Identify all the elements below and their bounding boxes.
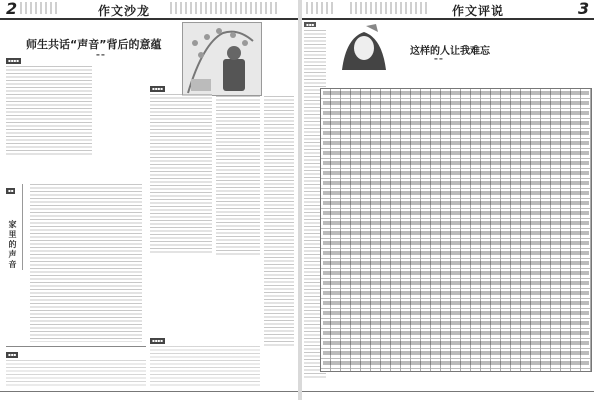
body-text-column (264, 96, 294, 346)
right-footer (302, 391, 600, 400)
side-column-heading: ▪▪▪ (306, 22, 315, 27)
right-byline: ▬ ▬ (434, 56, 443, 61)
body-text-column (6, 360, 146, 388)
section-tag: ▪▪ (8, 188, 14, 193)
left-footer (0, 391, 298, 400)
section-tag: ▪▪▪▪ (152, 86, 163, 91)
body-text-column (150, 346, 260, 388)
section-tag: ▪▪▪ (8, 352, 17, 357)
right-edge (594, 0, 600, 400)
body-text-column (150, 94, 212, 254)
left-column-title: 作文沙龙 (98, 4, 151, 18)
illustration-girl-with-tree (182, 22, 262, 96)
left-page (0, 0, 298, 400)
left-headline: 师生共话“声音”背后的意蕴 (26, 38, 162, 51)
body-text-column (30, 184, 142, 342)
left-page-header (0, 0, 298, 20)
header-decoration (170, 2, 280, 14)
right-column-title: 作文评说 (452, 4, 505, 18)
header-decoration (350, 2, 430, 14)
section-tag: ▪▪▪▪ (152, 338, 163, 343)
vertical-feature-title: 家里的声音 (8, 220, 18, 270)
illustration-girl-portrait (336, 22, 392, 72)
header-decoration (306, 2, 336, 14)
section-rule (6, 346, 146, 347)
right-page (302, 0, 600, 400)
section-tag: ▪▪▪▪ (8, 58, 19, 63)
header-decoration (20, 2, 60, 14)
body-text-column (6, 66, 92, 156)
right-page-number: 3 (578, 0, 590, 18)
body-text-column (216, 96, 260, 256)
manuscript-grid-essay (320, 88, 592, 372)
right-page-header (302, 0, 600, 20)
left-page-number: 2 (6, 0, 18, 18)
feature-divider (22, 184, 23, 270)
right-headline: 这样的人让我难忘 (410, 46, 490, 57)
left-byline: ▬ ▬ (96, 52, 105, 57)
